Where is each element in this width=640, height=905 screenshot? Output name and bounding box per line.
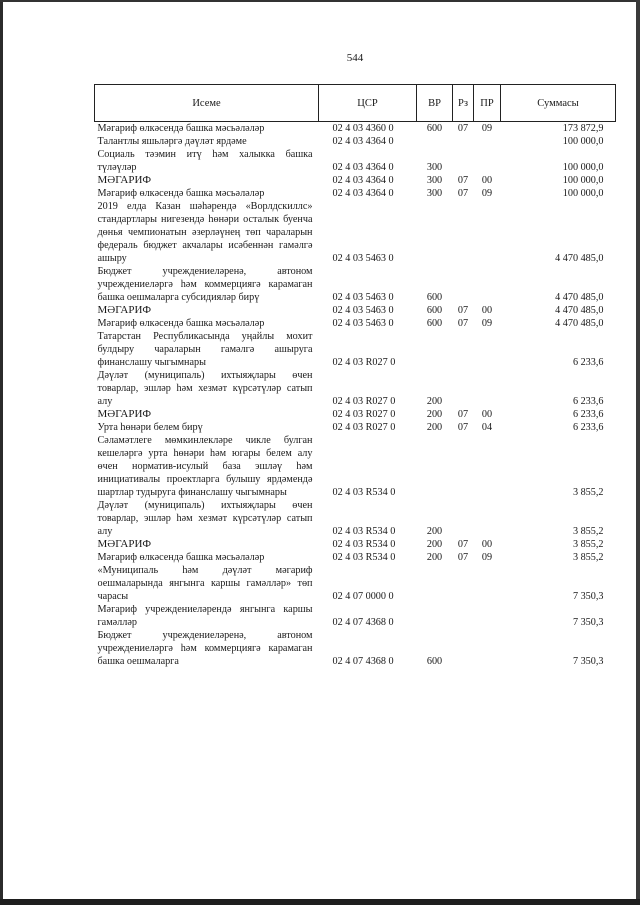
table-row [95, 317, 616, 330]
cell-vr: 600 [426, 305, 443, 316]
cell-sum: 6 233,6 [572, 422, 604, 433]
cell-pr [474, 603, 501, 629]
table-row [95, 174, 616, 187]
scan-edge-bottom [0, 899, 640, 905]
cell-rz: 07 [457, 318, 469, 329]
cell-sum: 3 855,2 [572, 526, 604, 537]
cell-name: Мәгариф өлкәсендә башка мәсьәләләр [97, 552, 265, 563]
cell-pr: 04 [481, 422, 493, 433]
cell-name: Сәламәтлеге мөмкинлекләре чикле булган кешеләргә урта һөнәри һәм югары белем алу өчен норматив-исулый база эшләү һәм инициативалы проектларга булышу ярдәмендә шартлар тудыруга финанслашу чыгымнары [97, 435, 313, 498]
cell-rz: 07 [457, 305, 469, 316]
page-number: 544 [346, 52, 364, 64]
cell-pr [474, 369, 501, 408]
cell-vr: 200 [426, 396, 443, 407]
cell-vr: 600 [426, 656, 443, 667]
cell-sum: 100 000,0 [562, 136, 604, 147]
cell-rz: 07 [457, 422, 469, 433]
cell-pr [474, 200, 501, 265]
cell-csr: 02 4 03 4364 0 [332, 136, 394, 147]
budget-table [94, 84, 616, 668]
cell-rz [453, 434, 474, 499]
cell-name: МӘГАРИФ [97, 174, 152, 186]
cell-pr: 00 [481, 409, 493, 420]
scan-edge-left [0, 0, 3, 905]
cell-vr [417, 434, 453, 499]
cell-pr: 09 [481, 123, 493, 134]
cell-name: Татарстан Республикасында уңайлы мохит булдыру чараларын гамәлгә ашыруга финанслашу чыгымнары [97, 331, 313, 368]
table-row [95, 148, 616, 174]
cell-vr: 200 [426, 552, 443, 563]
table-row [95, 200, 616, 265]
cell-sum: 100 000,0 [562, 188, 604, 199]
cell-rz [453, 148, 474, 174]
cell-pr [474, 135, 501, 148]
cell-pr [474, 265, 501, 304]
cell-vr: 200 [426, 422, 443, 433]
cell-sum: 3 855,2 [572, 487, 604, 498]
cell-csr: 02 4 03 R027 0 [332, 422, 396, 433]
cell-sum: 173 872,9 [562, 123, 604, 134]
cell-sum: 7 350,3 [572, 656, 604, 667]
cell-sum: 100 000,0 [562, 162, 604, 173]
cell-name: «Муниципаль һәм дәүләт мәгариф оешмаларында янгынга каршы гамәлләр» төп чарасы [97, 565, 313, 602]
cell-vr: 200 [426, 526, 443, 537]
table-row [95, 265, 616, 304]
header-pr: ПР [474, 85, 501, 122]
cell-vr [417, 135, 453, 148]
cell-sum: 4 470 485,0 [555, 318, 604, 329]
cell-csr: 02 4 03 5463 0 [332, 292, 394, 303]
cell-sum: 6 233,6 [572, 357, 604, 368]
cell-vr [417, 330, 453, 369]
cell-name: Урта һөнәри белем бирү [97, 422, 203, 433]
cell-rz: 07 [457, 409, 469, 420]
cell-vr: 200 [426, 539, 443, 550]
cell-csr: 02 4 07 0000 0 [332, 591, 394, 602]
cell-vr: 600 [426, 123, 443, 134]
cell-sum: 3 855,2 [572, 539, 604, 550]
cell-name: Социаль тәэмин итү һәм халыкка башка түләүләр [97, 149, 313, 173]
cell-pr: 00 [481, 175, 493, 186]
cell-pr [474, 629, 501, 668]
cell-csr: 02 4 03 R027 0 [332, 357, 396, 368]
cell-csr: 02 4 03 R534 0 [332, 487, 396, 498]
cell-csr: 02 4 03 R534 0 [332, 539, 396, 550]
cell-rz: 07 [457, 123, 469, 134]
cell-csr: 02 4 03 5463 0 [332, 305, 394, 316]
cell-csr: 02 4 03 4364 0 [332, 188, 394, 199]
cell-sum: 4 470 485,0 [555, 253, 604, 264]
cell-sum: 100 000,0 [562, 175, 604, 186]
cell-rz [453, 629, 474, 668]
scan-edge-top [0, 0, 640, 2]
cell-csr: 02 4 03 R534 0 [332, 552, 396, 563]
table-row [95, 408, 616, 421]
cell-rz [453, 330, 474, 369]
table-row [95, 135, 616, 148]
cell-sum: 4 470 485,0 [555, 292, 604, 303]
table-row [95, 187, 616, 200]
header-vr: ВР [417, 85, 453, 122]
cell-pr [474, 434, 501, 499]
cell-name: МӘГАРИФ [97, 304, 152, 316]
cell-vr: 600 [426, 292, 443, 303]
cell-name: Дәүләт (муниципаль) ихтыяҗлары өчен товарлар, эшләр һәм хезмәт күрсәтүләр сатып алу [97, 500, 313, 537]
cell-rz [453, 369, 474, 408]
cell-pr: 09 [481, 552, 493, 563]
table-header-row [95, 85, 616, 122]
cell-rz [453, 200, 474, 265]
cell-pr [474, 499, 501, 538]
cell-sum: 6 233,6 [572, 409, 604, 420]
cell-name: МӘГАРИФ [97, 408, 152, 420]
cell-vr: 300 [426, 162, 443, 173]
cell-name: Мәгариф өлкәсендә башка мәсьәләләр [97, 123, 265, 134]
cell-pr: 09 [481, 188, 493, 199]
header-name: Исеме [95, 85, 319, 122]
header-sum: Суммасы [501, 85, 616, 122]
cell-pr: 00 [481, 539, 493, 550]
cell-csr: 02 4 03 R027 0 [332, 409, 396, 420]
cell-pr: 09 [481, 318, 493, 329]
cell-rz [453, 265, 474, 304]
cell-name: Бюджет учреждениеләренә, автоном учреждениеләргә һәм коммерциягә карамаган башка оешмаларга субсидияләр бирү [97, 266, 313, 303]
cell-vr [417, 200, 453, 265]
cell-rz [453, 603, 474, 629]
cell-sum: 4 470 485,0 [555, 305, 604, 316]
cell-vr: 600 [426, 318, 443, 329]
cell-name: Дәүләт (муниципаль) ихтыяҗлары өчен товарлар, эшләр һәм хезмәт күрсәтүләр сатып алу [97, 370, 313, 407]
cell-rz: 07 [457, 175, 469, 186]
cell-name: МӘГАРИФ [97, 538, 152, 550]
cell-rz: 07 [457, 539, 469, 550]
cell-csr: 02 4 03 4364 0 [332, 175, 394, 186]
cell-sum: 7 350,3 [572, 617, 604, 628]
table-row [95, 330, 616, 369]
table-row [95, 304, 616, 317]
cell-csr: 02 4 03 5463 0 [332, 253, 394, 264]
header-csr: ЦСР [319, 85, 417, 122]
cell-name: Мәгариф учреждениеләрендә янгынга каршы гамәлләр [97, 604, 313, 628]
cell-vr: 300 [426, 188, 443, 199]
cell-name: Бюджет учреждениеләренә, автоном учреждениеләргә һәм коммерциягә карамаган башка оешмаларга [97, 630, 313, 667]
table-row [95, 603, 616, 629]
table-row [95, 421, 616, 434]
cell-vr: 300 [426, 175, 443, 186]
cell-sum: 6 233,6 [572, 396, 604, 407]
table-row [95, 434, 616, 499]
cell-csr: 02 4 03 5463 0 [332, 318, 394, 329]
cell-vr [417, 564, 453, 603]
cell-pr [474, 564, 501, 603]
table-row [95, 538, 616, 551]
cell-csr: 02 4 03 4360 0 [332, 123, 394, 134]
cell-name: Мәгариф өлкәсендә башка мәсьәләләр [97, 188, 265, 199]
cell-sum: 3 855,2 [572, 552, 604, 563]
cell-rz: 07 [457, 188, 469, 199]
cell-pr [474, 148, 501, 174]
table-row [95, 551, 616, 564]
table-row [95, 122, 616, 136]
cell-pr: 00 [481, 305, 493, 316]
cell-csr: 02 4 07 4368 0 [332, 617, 394, 628]
cell-rz [453, 564, 474, 603]
header-rz: Рз [453, 85, 474, 122]
cell-csr: 02 4 03 4364 0 [332, 162, 394, 173]
cell-name: Талантлы яшьләргә дәүләт ярдәме [97, 136, 247, 147]
cell-name: Мәгариф өлкәсендә башка мәсьәләләр [97, 318, 265, 329]
cell-vr [417, 603, 453, 629]
cell-csr: 02 4 07 4368 0 [332, 656, 394, 667]
table-body [95, 122, 616, 669]
cell-vr: 200 [426, 409, 443, 420]
cell-sum: 7 350,3 [572, 591, 604, 602]
table-row [95, 629, 616, 668]
cell-rz [453, 499, 474, 538]
cell-rz [453, 135, 474, 148]
table-row [95, 499, 616, 538]
cell-rz: 07 [457, 552, 469, 563]
cell-name: 2019 елда Казан шәһәрендә «Ворлдскиллс» стандартлары нигезендә һөнәри осталык буенча дөнья чемпионатын әзерләүнең төп чараларын федераль бюджет акчалары исәбеннән гамәлгә ашыру [97, 201, 313, 264]
cell-csr: 02 4 03 R534 0 [332, 526, 396, 537]
cell-pr [474, 330, 501, 369]
scan-edge-right [636, 0, 640, 905]
table-row [95, 369, 616, 408]
cell-csr: 02 4 03 R027 0 [332, 396, 396, 407]
table-row [95, 564, 616, 603]
